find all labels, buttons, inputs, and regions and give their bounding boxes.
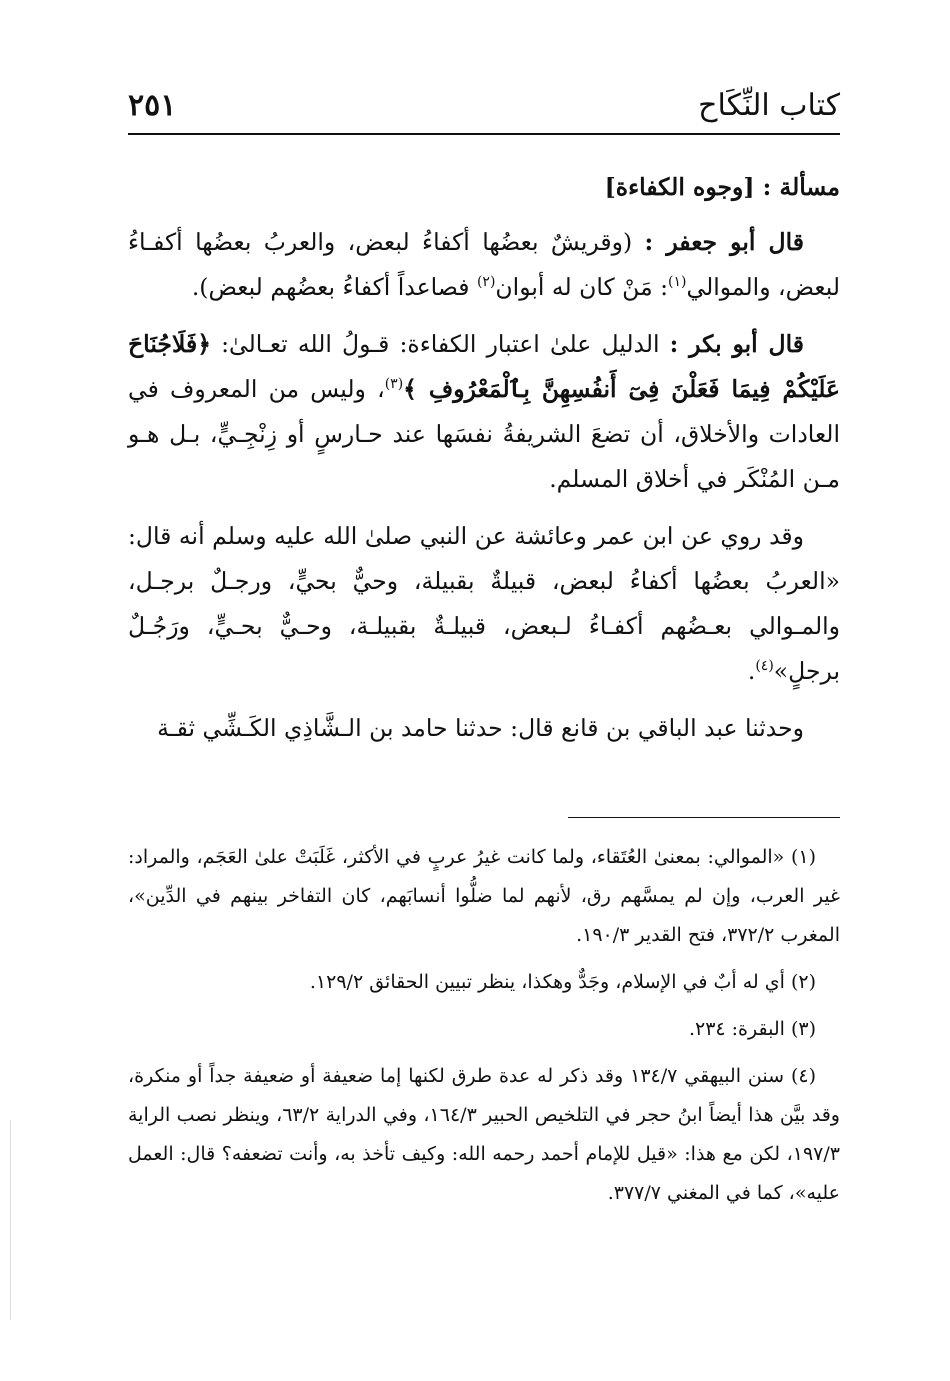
paragraph-end: . (747, 657, 756, 685)
page-number: ٢٥١ (128, 88, 177, 123)
scan-edge-mark (10, 1120, 12, 1320)
paragraph-text: فصاعداً أكفاءُ بعضُهم لبعض). (191, 273, 477, 301)
footnote-2: (٢) أي له أبٌ في الإسلام، وجَدٌّ وهكذا، ينظر تبيين الحقائق ١٢٩/٢. (309, 971, 816, 993)
footnote-ref-1[interactable]: (١) (668, 274, 687, 291)
paragraph-text: (وقريشٌ بعضُها أكفاءُ لبعض، والعربُ بعضُها أكفـاءُ لبعض، والموالي (128, 228, 840, 301)
speaker-abu-bakr: قال أبو بكر : (669, 330, 804, 358)
paragraph-abu-bakr (128, 322, 840, 502)
footnote-ref-3[interactable]: (٣) (384, 376, 404, 393)
paragraph-text: ، وليس من المعروف في العادات والأخلاق، أن تضعَ الشريفةُ نفسَها عند حـارسٍ أو زِنْجِـيٍّ، بـل هـو مـن المُنْكَر في أخلاق المسلم. (128, 375, 840, 493)
paragraph-text: : مَنْ كان له أبوان (495, 273, 669, 301)
section-heading: مسألة : [وجوه الكفاءة] (604, 173, 840, 201)
footnote-1: (١) «الموالي: بمعنىٰ العُتَقاء، ولما كانت غيرُ عربٍ في الأكثر، غَلَبَتْ علىٰ العَجَم، والمراد: غير العرب، وإن لم يمسَّهم رق، لأنهم لما ضلُّوا أنسابَهم، كان التفاخر بينهم في الدِّين»، المغرب ٣٧٢/٢، فتح القدير ١٩٠/٣. (128, 846, 840, 946)
paragraph-text: وقد روي عن ابن عمر وعائشة عن النبي صلىٰ الله عليه وسلم أنه قال: «العربُ بعضُها أكفاءُ لبعض، قبيلةٌ بقبيلة، وحيٌّ بحيٍّ، ورجـلٌ برجـل، والمـوالي بعـضُهم أكفـاءُ لـبعض، قبيلـةٌ بقبيلـة، وحـيٌّ بحـيٍّ، ورَجُـلٌ برجلٍ» (128, 522, 840, 685)
paragraph-text: الدليل علىٰ اعتبار الكفاءة: قـولُ الله تعـالىٰ: (210, 330, 670, 358)
paragraph-abu-jafar (128, 220, 840, 310)
footnote-ref-4[interactable]: (٤) (755, 658, 774, 675)
paragraph-isnad (128, 706, 840, 751)
footnote-separator (568, 817, 840, 818)
footnote-4: (٤) سنن البيهقي ١٣٤/٧ وقد ذكر له عدة طرق لكنها إما ضعيفة أو ضعيفة جداً أو منكرة، وقد بيَّن هذا أيضاً ابنُ حجر في التلخيص الحبير ١٦٤/٣، وفي الدراية ٦٣/٢، وينظر نصب الراية ١٩٧/٣، لكن مع هذا: «قيل للإمام أحمد رحمه الله: وكيف تأخذ به، وأنت تضعفه؟ قال: العمل عليه»، كما في المغني ٣٧٧/٧. (128, 1065, 840, 1204)
quran-verse: ﴿فَلَاجُنَاحَ عَلَيْكُمْ فِيمَا فَعَلْنَ فِىٓ أَنفُسِهِنَّ بِٱلْمَعْرُوفِ ﴾ (128, 330, 841, 403)
paragraph-hadith (128, 514, 840, 694)
speaker-abu-jafar: قال أبو جعفر : (644, 228, 804, 256)
footnote-ref-2[interactable]: (٢) (476, 274, 496, 291)
paragraph-text: وحدثنا عبد الباقي بن قانع قال: حدثنا حامد بن الـشَّاذِي الكَـشِّي ثقـة (157, 714, 804, 742)
page-header (128, 78, 840, 138)
footnotes (128, 838, 840, 1221)
footnote-3: (٣) البقرة: ٢٣٤. (688, 1018, 816, 1040)
header-rule (128, 133, 840, 135)
main-text (128, 165, 840, 763)
running-title: كتاب النِّكَاح (698, 88, 840, 123)
